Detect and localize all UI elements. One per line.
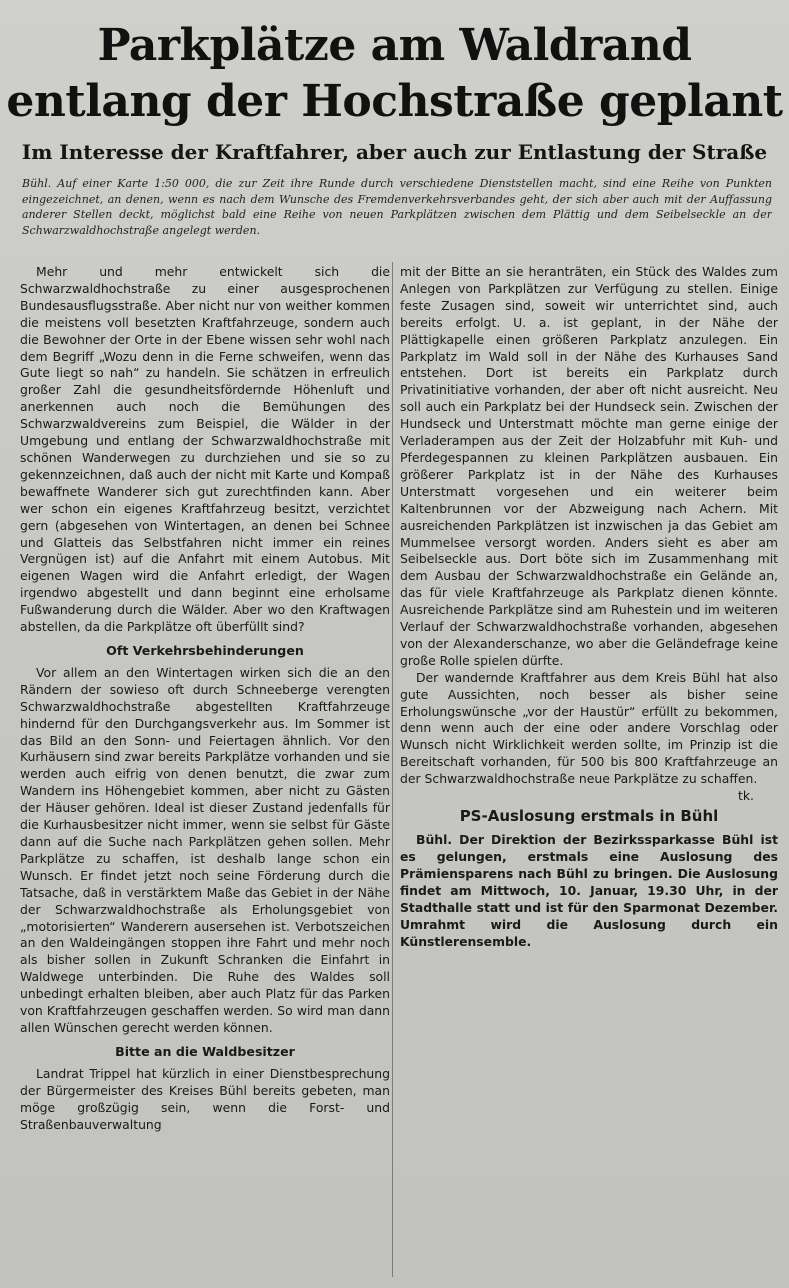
notice-heading: PS-Auslosung erstmals in Bühl: [459, 807, 719, 826]
headline-line-2: entlang der Hochstraße geplant: [6, 76, 783, 127]
subheadline: Im Interesse der Kraftfahrer, aber auch zur Entlastung der Straße: [21, 140, 768, 164]
article-column-1: [20, 264, 390, 1284]
column-divider: [392, 262, 393, 1277]
article-column-2: [400, 264, 778, 1284]
column-1-paragraph-1: Mehr und mehr entwickelt sich die Schwarzwaldhochstraße zu einer ausgesprochenen Bundesausflugsstraße. Aber nicht nur von weither kommen die meistens voll besetzten Kraftfahrzeuge, sondern auch die Bewohner der Orte in der Ebene wissen sehr wohl nach dem Begriff „Wozu denn in die Ferne schweifen, wenn das Gute liegt so nah“ zu handeln. Sie schätzen in erfreulich großer Zahl die gesundheitsfördernde Höhenluft und anerkennen auch noch die Bemühungen des Schwarzwaldvereins zum Beispiel, die Wälder in der Umgebung und entlang der Schwarzwaldhochstraße mit schönen Wanderwegen zu durchziehen und sie so zu gekennzeichnen, daß auch der nicht mit Karte und Kompaß bewaffnete Wanderer sich gut zurechtfinden kann. Aber wer schon ein eigenes Kraftfahrzeug besitzt, verzichtet gern (abgesehen von Wintertagen, an denen bei Schnee und Glatteis das Selbstfahren nicht immer ein reines Vergnügen ist) auf die Anfahrt mit einem Autobus. Mit eigenen Wagen wird die Anfahrt erledigt, der Wagen irgendwo abgestellt und dann beginnt eine erholsame Fußwanderung durch die Wälder. Aber wo den Kraftwagen abstellen, da die Parkplätze oft überfüllt sind?: [20, 264, 390, 635]
article-lead: Bühl. Auf einer Karte 1:50 000, die zur Zeit ihre Runde durch verschiedene Dienststellen macht, sind eine Reihe von Punkten eingezeichnet, an denen, wenn es nach dem Wunsche des Fremdenverkehrsverbandes geht, der sich aber auch mit der Auffassung anderer Stellen deckt, möglichst bald eine Reihe von neuen Parkplätzen zwischen dem Plättig und dem Seibelseckle an der Schwarzwaldhochstraße angelegt werden.: [22, 177, 772, 237]
author-signature: tk.: [738, 788, 754, 804]
column-1-paragraph-2: Vor allem an den Wintertagen wirken sich die an den Rändern der sowieso oft durch Schneeberge verengten Schwarzwaldhochstraße abgestellten Kraftfahrzeuge hindernd für den Durchgangsverkehr aus. Im Sommer ist das Bild an den Sonn- und Feiertagen ähnlich. Vor den Kurhäusern sind zwar bereits Parkplätze vorhanden und sie werden auch eifrig von denen benutzt, die zwar zum Wandern ins Höhengebiet kommen, aber nicht zu Gästen der Häuser gehören. Ideal ist dieser Zustand jedenfalls für die Kurhausbesitzer nicht immer, wenn sie selbst für Gäste dann auf die Suche nach Parkplätzen gehen sollen. Mehr Parkplätze zu schaffen, ist deshalb lange schon ein Wunsch. Er findet jetzt noch seine Förderung durch die Tatsache, daß in verstärktem Maße das Gebiet in der Nähe der Schwarzwaldhochstraße als Erholungsgebiet von „motorisierten“ Wanderern ausersehen ist. Verbotszeichen an den Waldeingängen stoppen ihre Fahrt und mehr noch als bisher sollen in Zukunft Schranken die Einfahrt in Waldwege unterbinden. Die Ruhe des Waldes soll unbedingt erhalten bleiben, aber auch Platz für das Parken von Kraftfahrzeugen geschaffen werden. So wird man dann allen Wünschen gerecht werden können.: [20, 664, 390, 1035]
headline-line-1: Parkplätze am Waldrand: [97, 20, 692, 71]
section-heading-forest-owners: Bitte an die Waldbesitzer: [115, 1043, 295, 1059]
column-2-paragraph-1: mit der Bitte an sie heranträten, ein Stück des Waldes zum Anlegen von Parkplätzen zur Verfügung zu stellen. Einige feste Zusagen sind, soweit wir unterrichtet sind, auch bereits erfolgt. U. a. ist geplant, in der Nähe der Plättigkapelle einen größeren Parkplatz anzulegen. Ein Parkplatz im Wald soll in der Nähe des Kurhauses Sand entstehen. Dort ist bereits ein Parkplatz durch Privatinitiative vorhanden, der aber oft nicht ausreicht. Neu soll auch ein Parkplatz bei der Hundseck sein. Zwischen der Hundseck und Unterstmatt möchte man gerne einige der Verladerampen aus der Zeit der Holzabfuhr mit Kuh- und Pferdegespannen zu kleinen Parkplätzen ausbauen. Ein größerer Parkplatz ist in der Nähe des Kurhauses Unterstmatt vorgesehen und ein weiterer beim Kaltenbrunnen vor der Abzweigung nach Achern. Mit ausreichenden Parkplätzen ist inzwischen ja das Gebiet am Mummelsee versorgt worden. Anders sieht es aber am Seibelseckle aus. Dort böte sich im Zusammenhang mit dem Ausbau der Schwarzwaldhochstraße ein Gelände an, das für viele Kraftfahrzeuge als Parkplatz dienen könnte. Ausreichende Parkplätze sind am Ruhestein und im weiteren Verlauf der Schwarzwaldhochstraße vorhanden, abgesehen von der Alexanderschanze, wo aber die Geländefrage keine große Rolle spielen dürfte.: [400, 264, 778, 668]
column-2-paragraph-2: [400, 669, 778, 804]
notice-paragraph: [400, 832, 778, 950]
notice-lead-word: Bühl.: [416, 832, 453, 848]
section-heading-traffic: Oft Verkehrsbehinderungen: [106, 642, 304, 658]
column-2-paragraph-2-text: Der wandernde Kraftfahrer aus dem Kreis Bühl hat also gute Aussichten, noch besser als bisher seine Erholungswünsche „vor der Haustür“ erfüllt zu bekommen, denn wenn auch der eine oder andere Vorschlag oder Wunsch nicht Wirklichkeit werden sollte, im Prinzip ist die Bereitschaft vorhanden, für 500 bis 800 Kraftfahrzeuge an der Schwarzwaldhochstraße neue Parkplätze zu schaffen.: [400, 669, 778, 787]
notice-text: Der Direktion der Bezirkssparkasse Bühl ist es gelungen, erstmals eine Auslosung des Prämiensparens nach Bühl zu bringen. Die Auslosung findet am Mittwoch, 10. Januar, 19.30 Uhr, in der Stadthalle statt und ist für den Sparmonat Dezember. Umrahmt wird die Auslosung durch ein Künstlerensemble.: [400, 832, 778, 949]
column-1-paragraph-3: Landrat Trippel hat kürzlich in einer Dienstbesprechung der Bürgermeister des Kreises Bühl bereits gebeten, man möge großzügig sein, wenn die Forst- und Straßenbauverwaltung: [20, 1065, 390, 1132]
